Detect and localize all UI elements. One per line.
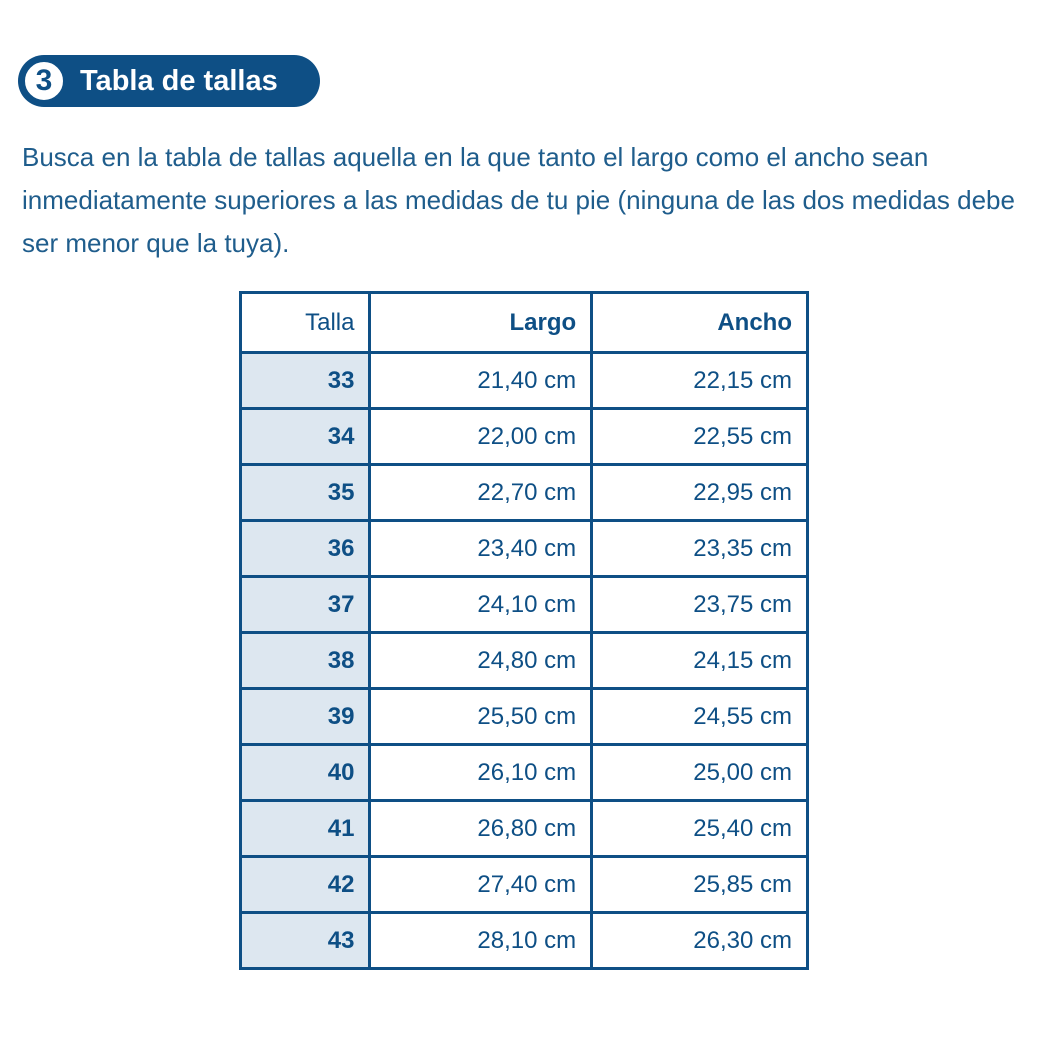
step-header: [18, 55, 320, 107]
cell-largo: 24,10 cm: [370, 577, 592, 633]
cell-largo: 28,10 cm: [370, 913, 592, 969]
cell-ancho: 25,00 cm: [592, 745, 808, 801]
cell-largo: 22,70 cm: [370, 465, 592, 521]
intro-paragraph: Busca en la tabla de tallas aquella en la que tanto el largo como el ancho sean inmediatamente superiores a las medidas de tu pie (ninguna de las dos medidas debe ser menor que la tuya).: [22, 142, 1015, 258]
cell-talla: 37: [241, 577, 370, 633]
header-largo: Largo: [370, 293, 592, 353]
cell-talla: 39: [241, 689, 370, 745]
size-table-header-row: [241, 293, 808, 353]
table-row: [241, 409, 808, 465]
cell-ancho: 22,95 cm: [592, 465, 808, 521]
cell-largo: 21,40 cm: [370, 353, 592, 409]
cell-largo: 27,40 cm: [370, 857, 592, 913]
cell-largo: 24,80 cm: [370, 633, 592, 689]
table-row: [241, 857, 808, 913]
cell-largo: 26,80 cm: [370, 801, 592, 857]
cell-largo: 26,10 cm: [370, 745, 592, 801]
cell-ancho: 23,75 cm: [592, 577, 808, 633]
table-row: [241, 521, 808, 577]
table-row: [241, 465, 808, 521]
table-row: [241, 633, 808, 689]
cell-ancho: 24,55 cm: [592, 689, 808, 745]
cell-talla: 41: [241, 801, 370, 857]
section-title: Tabla de tallas: [80, 65, 278, 97]
cell-talla: 42: [241, 857, 370, 913]
table-row: [241, 577, 808, 633]
table-row: [241, 801, 808, 857]
cell-talla: 38: [241, 633, 370, 689]
cell-talla: 35: [241, 465, 370, 521]
cell-talla: 40: [241, 745, 370, 801]
cell-ancho: 23,35 cm: [592, 521, 808, 577]
size-table: [239, 291, 809, 970]
table-row: [241, 689, 808, 745]
cell-largo: 25,50 cm: [370, 689, 592, 745]
cell-ancho: 26,30 cm: [592, 913, 808, 969]
table-row: [241, 913, 808, 969]
cell-ancho: 25,40 cm: [592, 801, 808, 857]
cell-ancho: 25,85 cm: [592, 857, 808, 913]
cell-talla: 34: [241, 409, 370, 465]
table-row: [241, 353, 808, 409]
cell-ancho: 22,15 cm: [592, 353, 808, 409]
cell-largo: 23,40 cm: [370, 521, 592, 577]
cell-ancho: 22,55 cm: [592, 409, 808, 465]
cell-largo: 22,00 cm: [370, 409, 592, 465]
cell-ancho: 24,15 cm: [592, 633, 808, 689]
step-number-badge: 3: [22, 59, 66, 103]
cell-talla: 43: [241, 913, 370, 969]
cell-talla: 36: [241, 521, 370, 577]
header-talla: Talla: [241, 293, 370, 353]
header-ancho: Ancho: [592, 293, 808, 353]
table-row: [241, 745, 808, 801]
cell-talla: 33: [241, 353, 370, 409]
